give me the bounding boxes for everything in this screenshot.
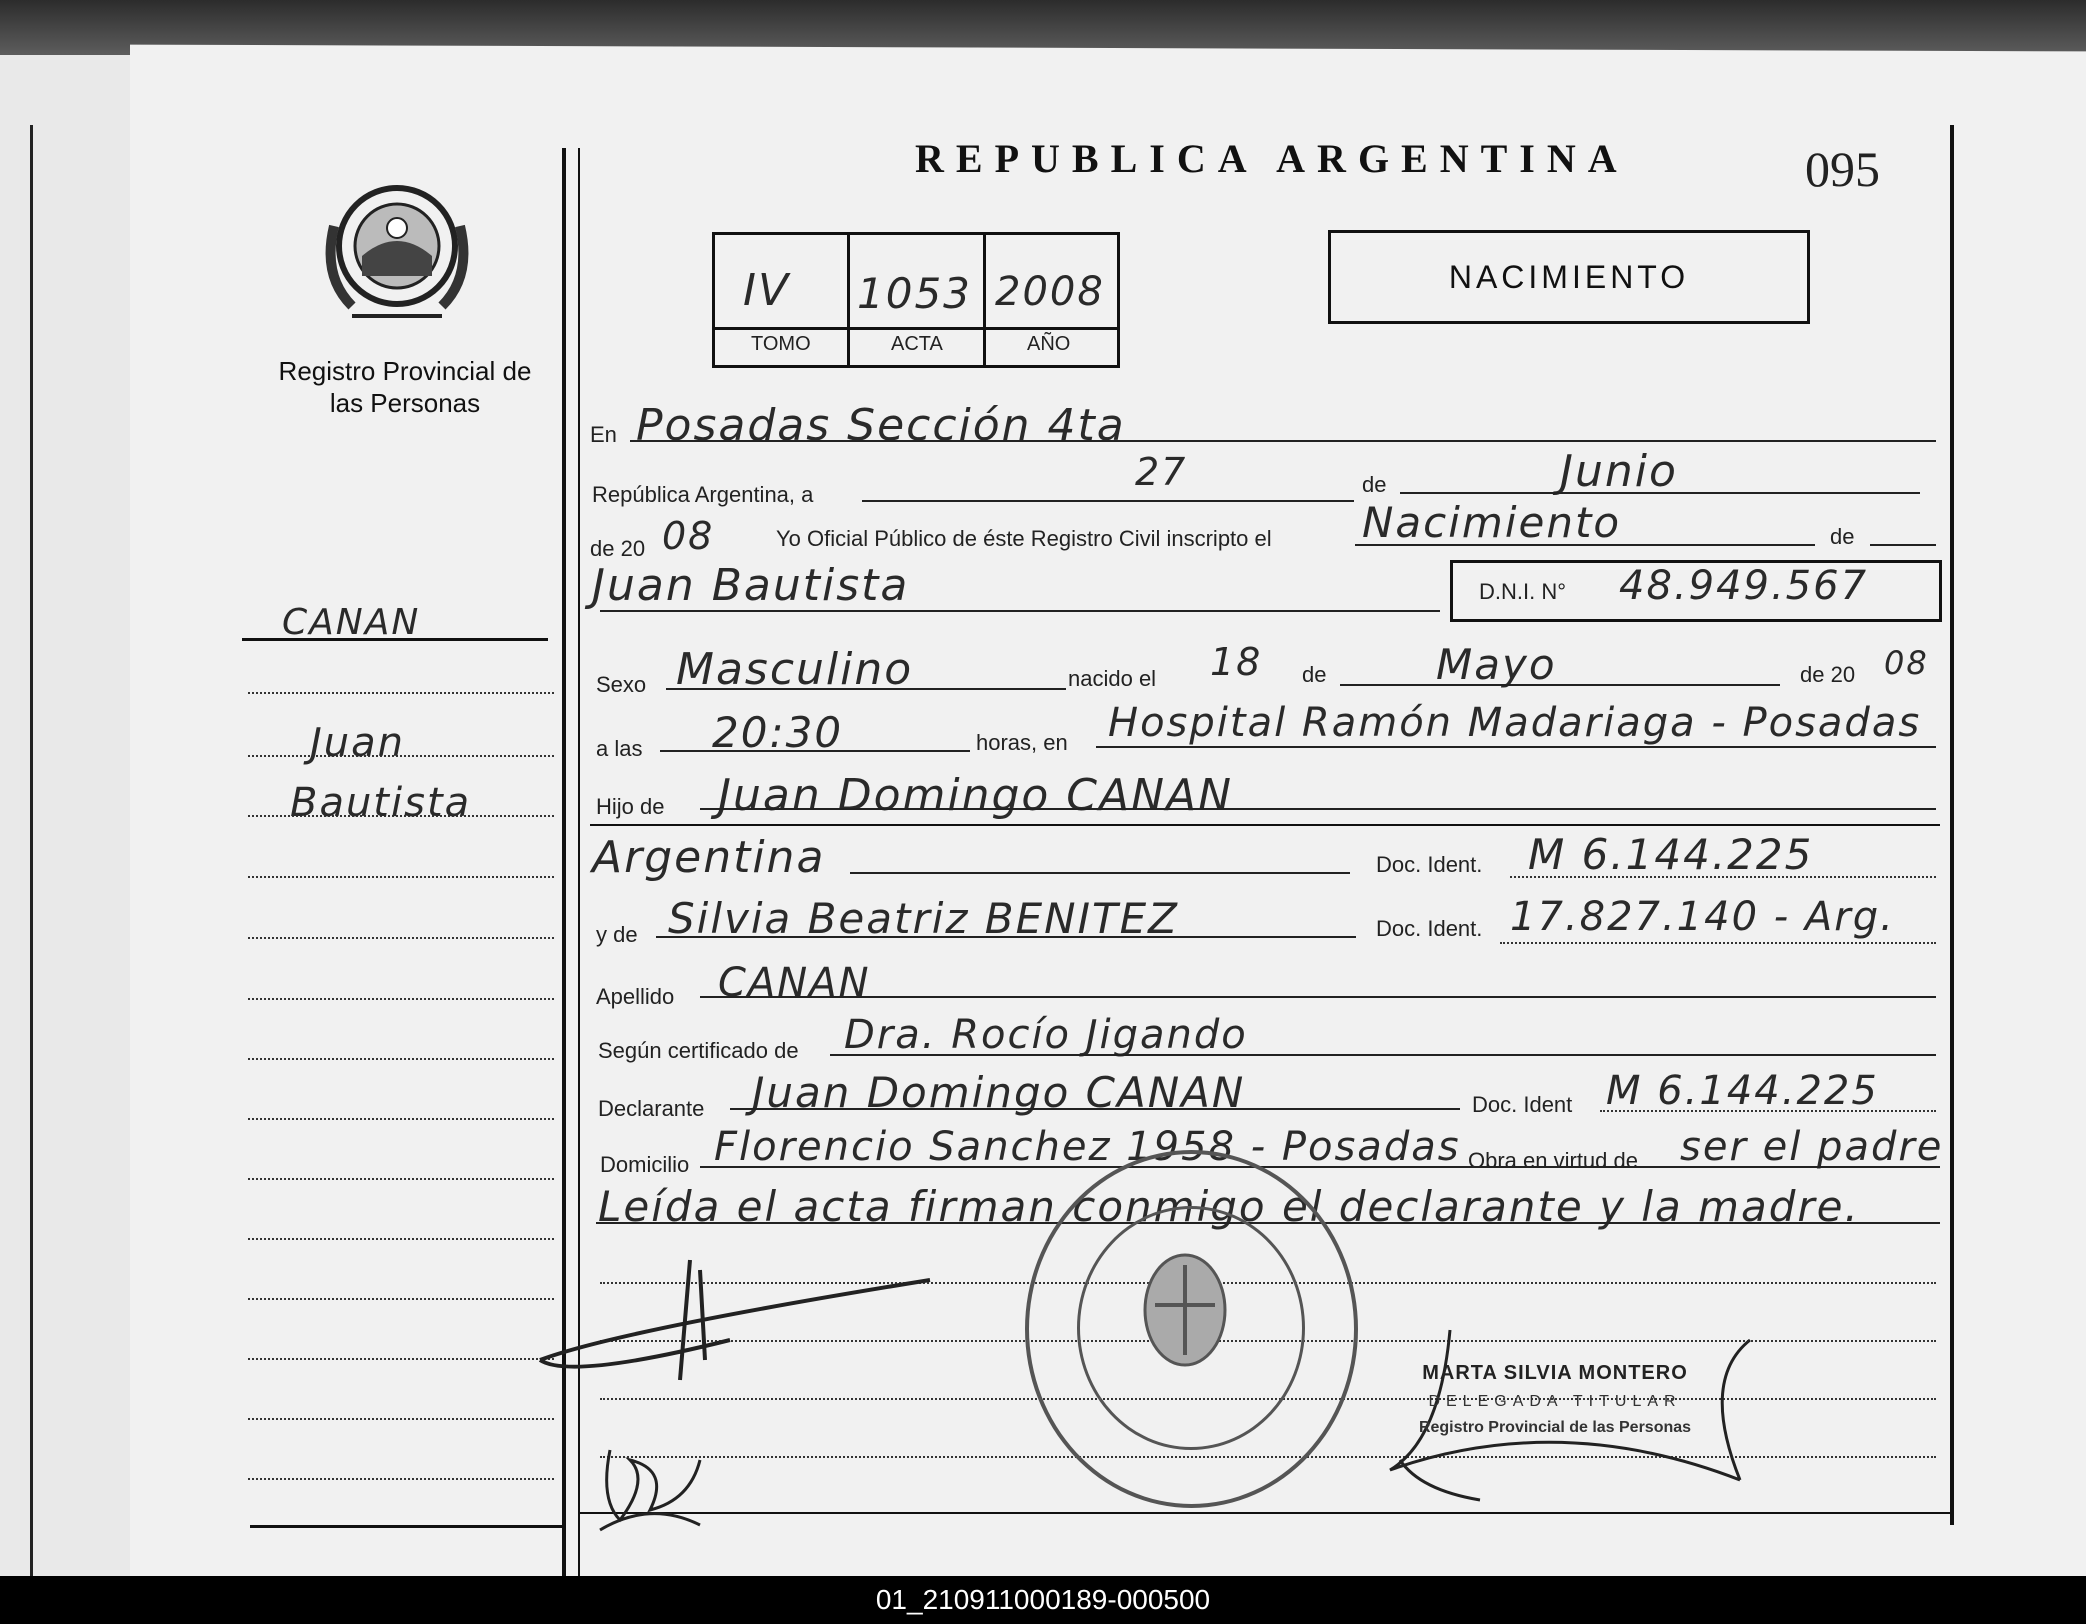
record-number-box	[712, 232, 1120, 368]
horas-label: horas, en	[976, 730, 1068, 755]
madre-value: Silvia Beatriz BENITEZ	[668, 894, 1179, 943]
dni-box	[1450, 560, 1942, 622]
official-role: DELEGADA TITULAR	[1428, 1393, 1682, 1410]
tomo-value: IV	[743, 265, 791, 316]
de-label-3: de	[1302, 662, 1327, 687]
record-type-box: NACIMIENTO	[1328, 230, 1810, 324]
frame-right-line	[1950, 125, 1954, 1525]
margin-bottom-rule	[250, 1525, 562, 1528]
obra-label: Obra en virtud de	[1468, 1148, 1638, 1173]
margin-surname: CANAN	[282, 602, 421, 643]
nacido-dia-value: 18	[1210, 640, 1263, 684]
declarant-signature-icon	[530, 1250, 950, 1390]
official-stamp	[1370, 1362, 1740, 1437]
alas-label: a las	[596, 736, 643, 761]
madre-doc-value: 17.827.140 - Arg.	[1510, 894, 1895, 940]
image-filename-caption: 01_210911000189-000500	[0, 1576, 2086, 1624]
sexo-value: Masculino	[676, 644, 914, 695]
obra-value: ser el padre	[1680, 1124, 1944, 1170]
nacido-label: nacido el	[1068, 666, 1157, 691]
de-label-2: de	[1830, 524, 1855, 549]
domicilio-value: Florencio Sanchez 1958 - Posadas	[714, 1124, 1461, 1170]
apellido-label: Apellido	[596, 984, 675, 1009]
nacido-anio-value: 08	[1884, 644, 1929, 682]
sexo-label: Sexo	[596, 672, 647, 697]
doc-ident-label: Doc. Ident.	[1376, 852, 1483, 877]
nacido-mes-value: Mayo	[1436, 640, 1557, 689]
margin-given-name-1: Juan	[310, 720, 406, 766]
registry-name: Registro Provincial de las Personas	[278, 356, 532, 418]
document-title: REPUBLICA ARGENTINA	[915, 136, 1629, 181]
anio-label: AÑO	[1027, 333, 1071, 355]
hora-value: 20:30	[712, 708, 844, 757]
certificado-label: Según certificado de	[598, 1038, 799, 1063]
en-value: Posadas Sección 4ta	[636, 400, 1126, 451]
dni-label: D.N.I. N°	[1479, 579, 1567, 604]
mes-value: Junio	[1560, 446, 1678, 497]
de20-label-2: de 20	[1800, 662, 1856, 687]
oficial-label: Yo Oficial Público de éste Registro Civil inscripto el	[776, 526, 1272, 551]
seal-emblem-icon	[1135, 1245, 1235, 1375]
en-label: En	[590, 422, 617, 447]
page-number: 095	[1805, 141, 1880, 197]
official-organization: Registro Provincial de las Personas	[1418, 1419, 1692, 1436]
tomo-label: TOMO	[751, 333, 811, 355]
nombre-value: Juan Bautista	[592, 560, 910, 611]
lugar-value: Hospital Ramón Madariaga - Posadas	[1108, 700, 1922, 746]
declarante-label: Declarante	[598, 1096, 705, 1121]
declarante-value: Juan Domingo CANAN	[752, 1068, 1246, 1117]
doc-ident-label-2: Doc. Ident.	[1376, 916, 1483, 941]
dia-value: 27	[1135, 450, 1188, 494]
padre-value: Juan Domingo CANAN	[718, 770, 1234, 821]
certificado-value: Dra. Rocío Jigando	[844, 1012, 1248, 1058]
yde-label: y de	[596, 922, 638, 947]
margin-given-name-2: Bautista	[290, 780, 472, 826]
official-name: MARTA SILVIA MONTERO	[1422, 1362, 1688, 1384]
anio2-value: 08	[662, 514, 715, 558]
padre-doc-value: M 6.144.225	[1528, 830, 1814, 879]
hijo-label: Hijo de	[596, 794, 665, 819]
declarante-doc-value: M 6.144.225	[1606, 1068, 1879, 1114]
domicilio-label: Domicilio	[600, 1152, 690, 1177]
leida-statement: Leída el acta firman conmigo el declarante y la madre.	[598, 1182, 1860, 1231]
inscripto-value: Nacimiento	[1362, 498, 1622, 547]
padre-nacionalidad: Argentina	[592, 832, 826, 883]
doc-ident-label-3: Doc. Ident	[1472, 1092, 1573, 1117]
acta-label: ACTA	[891, 333, 943, 355]
dni-value: 48.949.567	[1619, 563, 1869, 609]
republica-label: República Argentina, a	[592, 482, 814, 507]
initials-signature-icon	[590, 1440, 710, 1540]
apellido-value: CANAN	[718, 960, 871, 1006]
misiones-crest-icon	[322, 166, 472, 332]
de20-label: de 20	[590, 536, 646, 561]
acta-value: 1053	[857, 269, 972, 318]
left-book-page	[0, 55, 144, 1576]
anio-value: 2008	[995, 269, 1105, 315]
de-label: de	[1362, 472, 1387, 497]
